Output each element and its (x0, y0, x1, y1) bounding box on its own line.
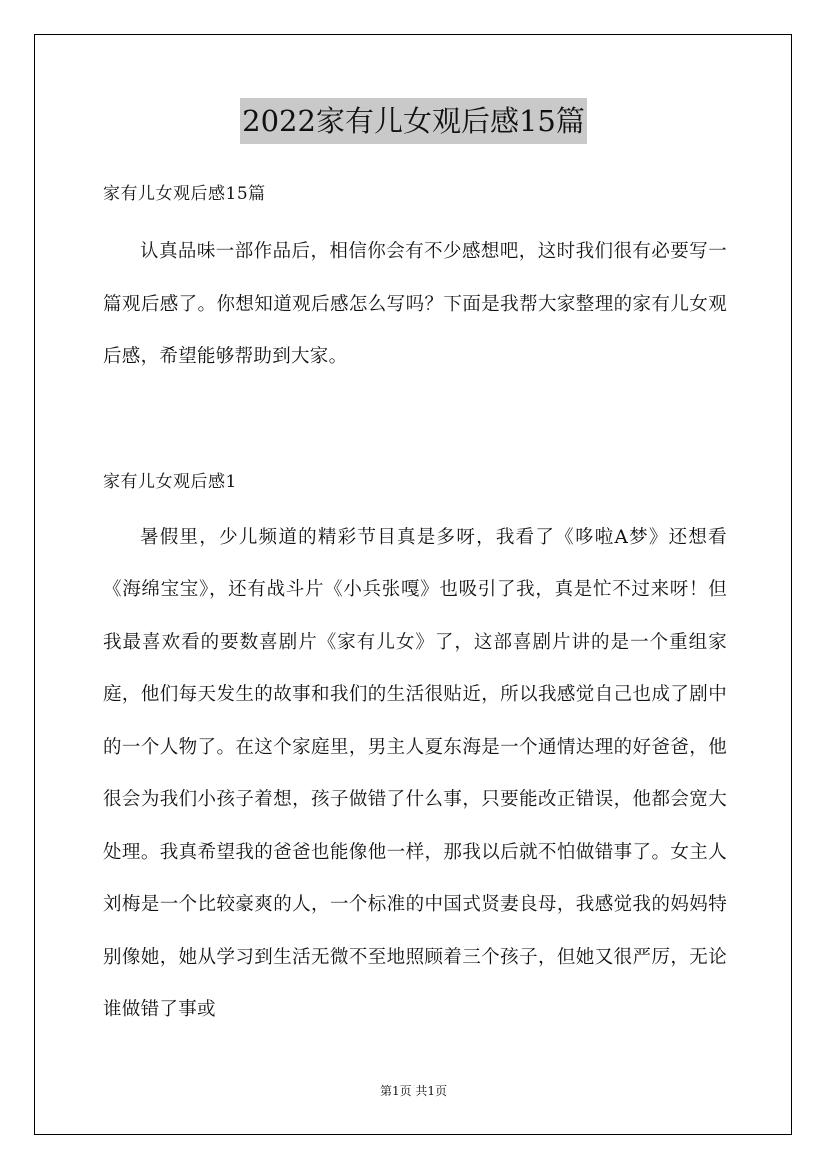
page-footer (0, 1083, 827, 1099)
title-wrapper (0, 98, 827, 144)
subtitle-heading: 家有儿女观后感15篇 (103, 184, 266, 204)
document-body (103, 176, 727, 1037)
intro-paragraph: 认真品味一部作品后，相信你会有不少感想吧，这时我们很有必要写一篇观后感了。你想知道观后感怎么写吗？下面是我帮大家整理的家有儿女观后感，希望能够帮助到大家。 (103, 241, 727, 367)
document-title: 2022家有儿女观后感15篇 (240, 98, 587, 144)
section-paragraph-1: 暑假里，少儿频道的精彩节目真是多呀，我看了《哆啦A梦》还想看《海绵宝宝》，还有战斗片《小兵张嘎》也吸引了我，真是忙不过来呀！但我最喜欢看的要数喜剧片《家有儿女》了，这部喜剧片讲的是一个重组家庭，他们每天发生的故事和我们的生活很贴近，所以我感觉自己也成了剧中的一个人物了。在这个家庭里，男主人夏东海是一个通情达理的好爸爸，他很会为我们小孩子着想，孩子做错了什么事，只要能改正错误，他都会宽大处理。我真希望我的爸爸也能像他一样，那我以后就不怕做错事了。女主人刘梅是一个比较豪爽的人，一个标准的中国式贤妻良母，我感觉我的妈妈特别像她，她从学习到生活无微不至地照顾着三个孩子，但她又很严厉，无论谁做错了事或 (103, 526, 727, 1020)
section-heading-1: 家有儿女观后感1 (103, 471, 237, 492)
page-number-label: 第1页 共1页 (379, 1084, 448, 1098)
